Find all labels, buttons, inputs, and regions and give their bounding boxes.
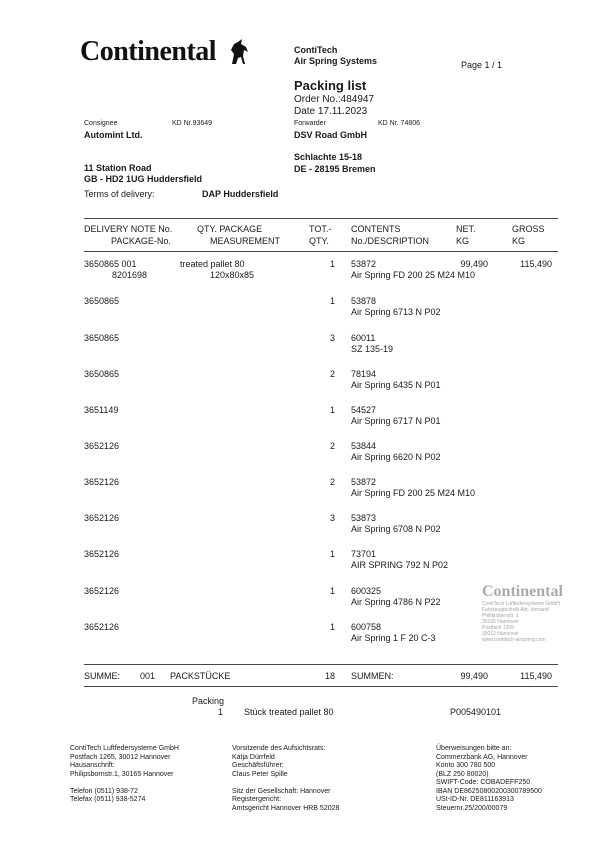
content-description: Air Spring 6435 N P01 <box>351 380 441 390</box>
footer-line: Postfach 1265, 30012 Hannover <box>70 753 171 761</box>
delivery-note-number: 3652126 <box>84 477 120 487</box>
footer-line: Konto 300 780 500 <box>436 762 496 769</box>
footer-line: Amtsgericht Hannover HRB 52028 <box>232 804 340 812</box>
consignee-street: 11 Station Road <box>84 163 152 173</box>
footer-management-info <box>232 745 339 813</box>
content-number: 53872 <box>351 477 377 487</box>
summary-top-rule <box>84 664 558 665</box>
consignee-city: GB - HD2 1UG Huddersfield <box>84 174 203 184</box>
delivery-note-number: 3650865 001 <box>84 259 137 269</box>
content-number: 53878 <box>351 296 377 306</box>
footer-line: Claus Peter Spille <box>232 770 288 778</box>
footer-company-info <box>70 745 179 805</box>
content-description: Air Spring FD 200 25 M24 M10 <box>351 270 476 280</box>
package-type: treated pallet 80 <box>180 259 245 269</box>
total-quantity: 1 <box>329 549 335 559</box>
table-row <box>0 296 595 320</box>
delivery-note-number: 3652126 <box>84 622 120 632</box>
content-description: Air Spring 6713 N P02 <box>351 307 441 317</box>
content-number: 78194 <box>351 369 377 379</box>
company-division: Air Spring Systems <box>294 56 378 66</box>
forwarder-kd-number: KD Nr. 74806 <box>378 120 421 127</box>
col-gross: GROSS <box>512 224 545 234</box>
table-row <box>0 477 595 501</box>
total-quantity: 2 <box>329 477 335 487</box>
packing-description: Stück treated pallet 80 <box>244 707 334 717</box>
forwarder-street: Schlachte 15-18 <box>294 152 363 162</box>
document-title: Packing list <box>294 78 367 93</box>
footer-line: Sitz der Gesellschaft: Hannover <box>232 787 331 795</box>
package-count: 001 <box>140 671 156 681</box>
content-number: 60011 <box>351 333 376 343</box>
col-no-description: No./DESCRIPTION <box>351 236 430 246</box>
company-name: ContiTech <box>294 45 338 55</box>
stamp-line: Phillipsbornstr. 1 <box>482 613 519 619</box>
col-package-no: PACKAGE-No. <box>111 236 171 246</box>
consignee-kd-number: KD Nr.93649 <box>172 120 213 127</box>
footer-line: Überweisungen bitte an: <box>436 745 512 752</box>
consignee-name: Automint Ltd. <box>84 130 143 140</box>
stamp-logo: Continental <box>482 583 563 600</box>
content-description: Air Spring 6620 N P02 <box>351 452 441 462</box>
footer-line: Geschäftsführer: <box>232 762 284 769</box>
delivery-note-number: 3652126 <box>84 441 120 451</box>
table-row <box>0 513 595 537</box>
delivery-note-number: 3651149 <box>84 405 119 415</box>
col-contents: CONTENTS <box>351 224 401 234</box>
packing-code: P005490101 <box>450 707 502 717</box>
col-gross-kg: KG <box>512 236 526 246</box>
total-quantity: 2 <box>329 369 335 379</box>
col-tot: TOT.- <box>309 224 332 234</box>
col-net: NET. <box>456 224 476 234</box>
content-description: Air Spring 4786 N P22 <box>351 597 441 607</box>
stamp-line: Fahrzeugtechnik Abt. Versand <box>482 607 549 613</box>
forwarder-city: DE - 28195 Bremen <box>294 164 376 174</box>
total-quantity: 1 <box>329 586 335 596</box>
total-quantity: 1 <box>329 405 335 415</box>
summary-net-weight: 99,490 <box>460 671 488 681</box>
footer-line: Registergericht: <box>232 796 282 803</box>
delivery-note-number: 3650865 <box>84 296 120 306</box>
col-net-kg: KG <box>456 236 470 246</box>
order-number: Order No.:484947 <box>294 94 375 105</box>
table-row <box>0 549 595 573</box>
footer-line <box>232 779 339 788</box>
footer-line: Hausanschrift: <box>70 762 115 769</box>
stamp-line: 30012 Hannover <box>482 631 519 637</box>
delivery-note-number: 3650865 <box>84 369 120 379</box>
footer-line: Katja Dürrfeld <box>232 753 275 761</box>
document-date: Date 17.11.2023 <box>294 106 368 117</box>
content-description: Air Spring 6717 N P01 <box>351 416 441 426</box>
content-number: 600325 <box>351 586 382 596</box>
footer-line: SWIFT-Code: COBADEFF250 <box>436 779 531 786</box>
terms-label: Terms of delivery: <box>84 189 155 199</box>
header-top-rule <box>84 218 558 219</box>
delivery-note-number: 3652126 <box>84 586 120 596</box>
table-row <box>0 441 595 465</box>
terms-value: DAP Huddersfield <box>202 189 279 199</box>
packing-label: Packing <box>192 696 225 706</box>
content-description: SZ 135-19 <box>351 344 394 354</box>
footer-line: Vorsitzende des Aufsichtsrats: <box>232 745 326 752</box>
delivery-note-number: 3650865 <box>84 333 120 343</box>
footer-line: Telefon (0511) 938-72 <box>70 787 138 795</box>
footer-line: Telefax (0511) 938-5274 <box>70 796 146 803</box>
table-row <box>0 405 595 429</box>
total-quantity: 1 <box>329 296 335 306</box>
footer-bank-info <box>436 745 542 813</box>
total-quantity: 3 <box>329 333 335 343</box>
content-description: Air Spring FD 200 25 M24 M10 <box>351 488 476 498</box>
packstuecke-label: PACKSTÜCKE <box>170 671 231 681</box>
table-row <box>0 369 595 393</box>
table-row <box>0 259 595 283</box>
summary-bottom-rule <box>84 686 558 687</box>
total-quantity: 3 <box>329 513 335 523</box>
footer-line: Commerzbank AG, Hannover <box>436 753 528 761</box>
content-number: 73701 <box>351 549 377 559</box>
footer-line: USt-ID-Nr. DE811163913 <box>436 796 514 803</box>
content-number: 600758 <box>351 622 382 632</box>
summary-gross-weight: 115,490 <box>520 671 552 681</box>
gross-weight: 115,490 <box>520 259 552 269</box>
total-quantity: 2 <box>329 441 335 451</box>
footer-line: Steuernr.25/200/00079 <box>436 804 508 812</box>
consignee-label: Consignee <box>84 120 118 127</box>
horse-logo-icon <box>228 38 250 66</box>
footer-line: ContiTech Luftfedersysteme GmbH <box>70 745 179 752</box>
delivery-note-number: 3652126 <box>84 549 120 559</box>
continental-logo: Continental <box>80 36 217 67</box>
company-stamp <box>482 583 582 653</box>
content-number: 53844 <box>351 441 377 451</box>
stamp-line: 30165 Hannover <box>482 619 519 625</box>
col-qty: QTY. <box>309 236 329 246</box>
col-delivery-note: DELIVERY NOTE No. <box>84 224 173 234</box>
footer-line <box>70 779 179 788</box>
forwarder-name: DSV Road GmbH <box>294 130 368 140</box>
content-number: 53872 <box>351 259 377 269</box>
footer-line: (BLZ 250 80020) <box>436 770 489 778</box>
footer-line: Philipsbornstr.1, 30165 Hannover <box>70 770 174 778</box>
content-description: Air Spring 1 F 20 C-3 <box>351 633 436 643</box>
col-measurement: MEASUREMENT <box>210 236 281 246</box>
table-row <box>0 333 595 357</box>
stamp-line: www.contitech-airspring.com <box>482 637 546 643</box>
delivery-note-number: 3652126 <box>84 513 120 523</box>
content-description: Air Spring 6708 N P02 <box>351 524 441 534</box>
package-measurement: 120x80x85 <box>210 270 255 280</box>
content-number: 54527 <box>351 405 377 415</box>
stamp-line: ContiTech Luftfedersysteme GmbH <box>482 601 560 607</box>
header-bottom-rule <box>84 251 558 252</box>
footer-line: IBAN DE86250800200300789500 <box>436 787 542 795</box>
content-description: AIR SPRING 792 N P02 <box>351 560 449 570</box>
summary-total-qty: 18 <box>324 671 335 681</box>
package-number: 8201698 <box>112 270 148 280</box>
packing-quantity: 1 <box>218 707 224 717</box>
col-qty-package: QTY. PACKAGE <box>197 224 263 234</box>
net-weight: 99,490 <box>460 259 488 269</box>
total-quantity: 1 <box>329 622 335 632</box>
summen-label: SUMMEN: <box>351 671 394 681</box>
forwarder-label: Forwarder <box>294 120 326 127</box>
page-number: Page 1 / 1 <box>461 60 503 70</box>
total-quantity: 1 <box>329 259 335 269</box>
content-number: 53873 <box>351 513 377 523</box>
stamp-line: Postfach 1265 <box>482 625 514 631</box>
summe-label: SUMME: <box>84 671 120 681</box>
